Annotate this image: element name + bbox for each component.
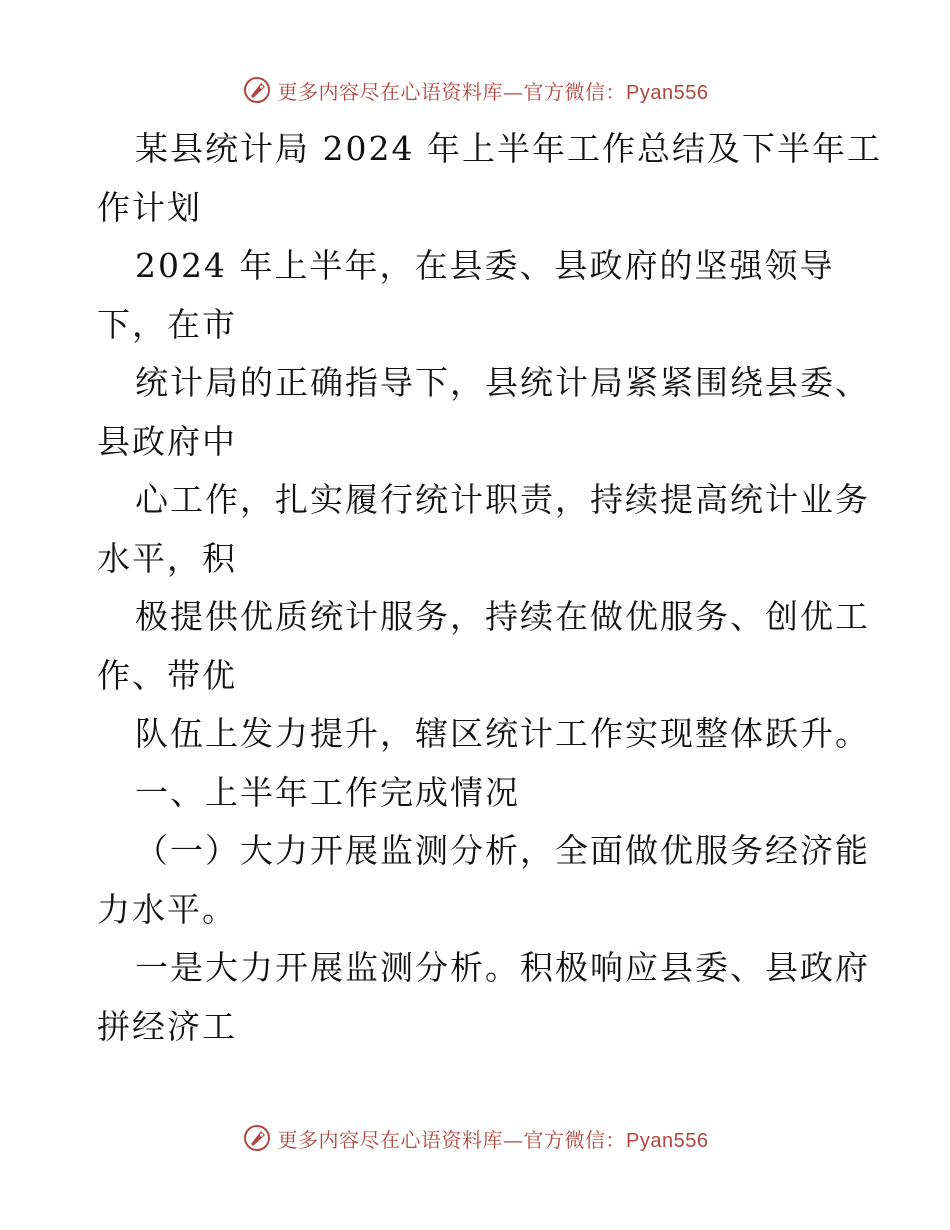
- doc-line: 水平，积: [97, 538, 237, 578]
- doc-line: 2024 年上半年，在县委、县政府的坚强领导: [135, 246, 835, 285]
- doc-line: 极提供优质统计服务，持续在做优服务、创优工: [135, 597, 870, 636]
- footer-banner-id: Pyan556: [626, 1129, 709, 1152]
- document-body: [97, 120, 882, 1056]
- doc-line: 队伍上发力提升，辖区统计工作实现整体跃升。: [135, 714, 870, 753]
- doc-line: 拼经济工: [97, 1006, 237, 1046]
- header-banner: [0, 70, 950, 110]
- doc-title-line-2: 作计划: [97, 187, 202, 227]
- doc-line: 县政府中: [97, 421, 237, 461]
- section-heading: 一、上半年工作完成情况: [135, 772, 520, 812]
- pen-nib-logo-icon: [242, 75, 272, 105]
- footer-banner-text: 更多内容尽在心语资料库—官方微信：: [277, 1127, 627, 1152]
- doc-line: 作、带优: [97, 655, 237, 695]
- header-banner-text: 更多内容尽在心语资料库—官方微信：: [277, 79, 627, 104]
- footer-banner: [0, 1118, 950, 1158]
- doc-title-line-1: 某县统计局 2024 年上半年工作总结及下半年工: [135, 129, 882, 168]
- subsection-heading-cont: 力水平。: [97, 889, 237, 929]
- subsection-heading: （一）大力开展监测分析，全面做优服务经济能: [135, 831, 870, 870]
- pen-nib-logo-icon: [242, 1123, 272, 1153]
- doc-line: 下，在市: [97, 304, 237, 344]
- doc-line: 心工作，扎实履行统计职责，持续提高统计业务: [135, 480, 870, 519]
- doc-line: 统计局的正确指导下，县统计局紧紧围绕县委、: [135, 363, 870, 402]
- doc-line: 一是大力开展监测分析。积极响应县委、县政府: [135, 948, 870, 987]
- header-banner-id: Pyan556: [626, 81, 709, 104]
